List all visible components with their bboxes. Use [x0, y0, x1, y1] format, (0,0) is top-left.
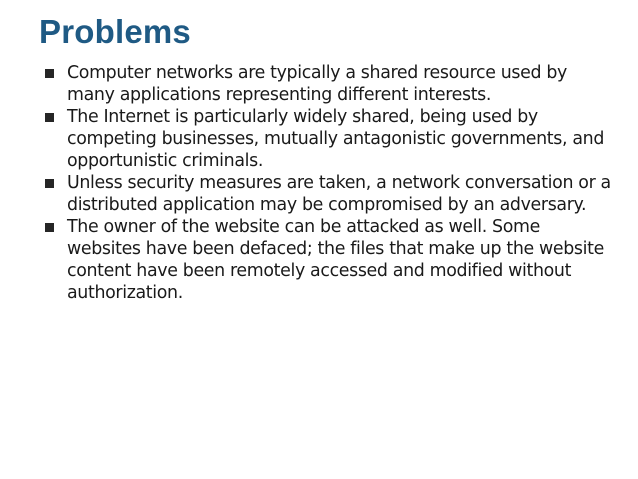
bullet-list: [40, 62, 612, 304]
bullet-item: [40, 172, 612, 216]
bullet-item: [40, 106, 612, 172]
square-bullet-icon: [45, 113, 54, 122]
bullet-item: [40, 62, 612, 106]
square-bullet-icon: [45, 69, 54, 78]
bullet-text: Computer networks are typically a shared resource used by many applications representing different interests.: [67, 63, 567, 105]
bullet-text: The owner of the website can be attacked as well. Some websites have been defaced; the files that make up the website content have been remotely accessed and modified without authorization.: [67, 217, 604, 303]
bullet-text: The Internet is particularly widely shared, being used by competing businesses, mutually antagonistic governments, and opportunistic criminals.: [67, 107, 605, 171]
slide-title: Problems: [39, 13, 191, 50]
bullet-text: Unless security measures are taken, a network conversation or a distributed application may be compromised by an adversary.: [67, 173, 611, 215]
square-bullet-icon: [45, 223, 54, 232]
square-bullet-icon: [45, 179, 54, 188]
bullet-item: [40, 216, 612, 304]
